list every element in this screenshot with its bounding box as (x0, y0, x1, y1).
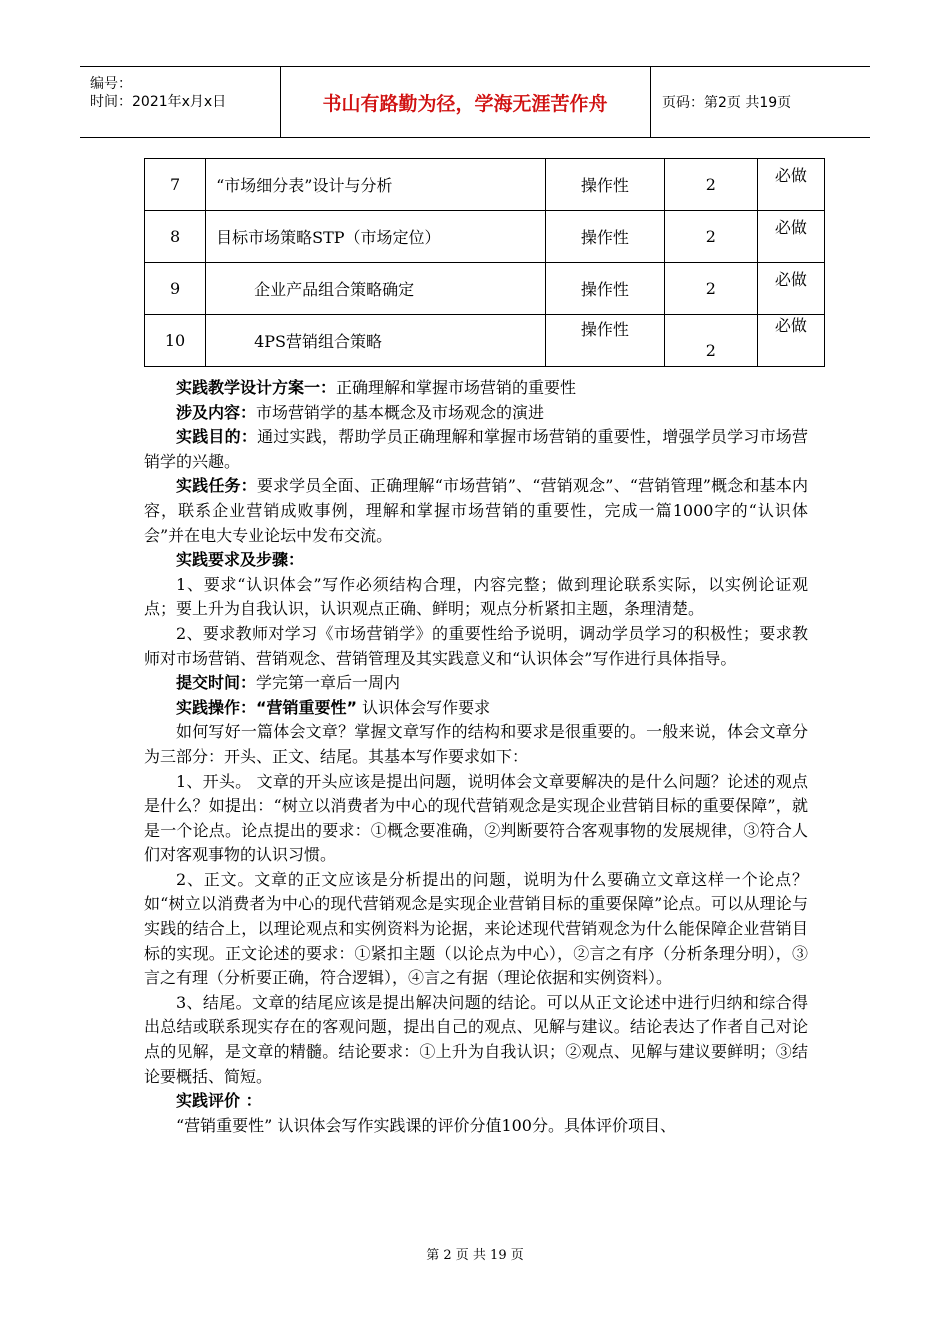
row-type: 操作性 (545, 211, 664, 263)
practice-table (144, 158, 825, 367)
paragraph: 如何写好一篇体会文章？掌握文章写作的结构和要求是很重要的。一般来说，体会文章分为三部分：开头、正文、结尾。其基本写作要求如下： (144, 722, 808, 766)
table-row (145, 263, 825, 315)
table-row (145, 159, 825, 211)
paragraph-text: 学完第一章后一周内 (256, 673, 401, 693)
paragraph (144, 474, 808, 548)
row-hours: 2 (664, 211, 757, 263)
paragraph-text: 要求学员全面、正确理解“市场营销”、“营销观念”、“营销管理”概念和基本内容，联系企业营销成败事例，理解和掌握市场营销的重要性，完成一篇1000字的“认识体会”并在电大专业论坛中发布交流。 (144, 476, 808, 545)
section-label: 提交时间： (176, 673, 257, 693)
row-name: 企业产品组合策略确定 (206, 263, 546, 315)
row-type: 操作性 (545, 159, 664, 211)
paragraph (144, 671, 808, 696)
row-number: 10 (145, 315, 206, 367)
paragraph: “营销重要性” 认识体会写作实践课的评价分值100分。具体评价项目、 (176, 1115, 676, 1135)
paragraph-text: 正确理解和掌握市场营销的重要性 (336, 378, 577, 397)
table-row (145, 315, 825, 367)
paragraph (144, 1089, 808, 1114)
paragraph: 3、结尾。文章的结尾应该是提出解决问题的结论。可以从正文论述中进行归纳和综合得出总结或联系现实存在的客观问题，提出自己的观点、见解与建议。结论表达了作者自己对论点的见解，是文章的精髓。结论要求：①上升为自我认识；②观点、见解与建议要鲜明；③结论要概括、简短。 (144, 992, 808, 1086)
header-page-info: 页码：第2页 共19页 (662, 95, 792, 111)
header-motto: 书山有路勤为径，学海无涯苦作舟 (280, 67, 651, 137)
paragraph: 1、开头。 文章的开头应该是提出问题，说明体会文章要解决的是什么问题？论述的观点是什么？如提出：“树立以消费者为中心的现代营销观念是实现企业营销目标的重要保障”，就是一个论点。论点提出的要求：①概念要准确，②判断要符合客观事物的发展规律，③符合人们对客观事物的认识习惯。 (144, 771, 808, 865)
row-number: 7 (145, 159, 206, 211)
paragraph-text: 市场营销学的基本概念及市场观念的演进 (256, 402, 545, 422)
header-meta (80, 67, 281, 137)
row-requirement (757, 315, 824, 367)
section-label: 实践目的： (176, 427, 258, 447)
row-requirement: 必做 (757, 263, 824, 315)
section-label: 涉及内容： (176, 402, 257, 422)
row-type-text: 操作性 (580, 320, 629, 339)
row-hours (664, 315, 757, 367)
page-header (80, 66, 870, 138)
row-requirement: 必做 (757, 211, 824, 263)
row-hours: 2 (664, 263, 757, 315)
row-hours: 2 (664, 159, 757, 211)
paragraph-text: 通过实践，帮助学员正确理解和掌握市场营销的重要性，增强学员学习市场营销学的兴趣。 (144, 427, 808, 471)
row-name: 4PS营销组合策略 (206, 315, 546, 367)
paragraph-text: 认识体会写作要求 (357, 697, 491, 717)
table-row (145, 211, 825, 263)
section-label: 实践任务： (176, 476, 257, 496)
document-body (144, 376, 808, 1138)
paragraph (144, 696, 808, 721)
header-number-label: 编号： (90, 76, 132, 92)
paragraph: 2、正文。文章的正文应该是分析提出的问题，说明为什么要确立文章这样一个论点？如“树立以消费者为中心的现代营销观念是实现企业营销目标的重要保障”论点。可以从理论与实践的结合上，以理论观点和实例资料为论据，来论述现代营销观念为什么能保障企业营销目标的实现。正文论述的要求：①紧扣主题（以论点为中心），②言之有序（分析条理分明），③言之有理（分析要正确，符合逻辑），④言之有据（理论依据和实例资料）。 (144, 869, 808, 988)
section-label: 实践操作：“营销重要性” (176, 697, 358, 717)
section-label: 实践教学设计方案一： (176, 378, 337, 397)
paragraph (144, 376, 808, 401)
row-hours-text: 2 (705, 341, 716, 360)
header-time-label: 时间：2021年x月x日 (90, 94, 227, 110)
paragraph: 1、要求“认识体会”写作必须结构合理，内容完整；做到理论联系实际，以实例论证观点；要上升为自我认识，认识观点正确、鲜明；观点分析紧扣主题，条理清楚。 (144, 574, 808, 619)
row-requirement: 必做 (757, 159, 824, 211)
paragraph (144, 401, 808, 426)
row-name: 目标市场策略STP（市场定位） (206, 211, 546, 263)
row-number: 9 (145, 263, 206, 315)
row-number: 8 (145, 211, 206, 263)
row-requirement-text: 必做 (774, 316, 807, 335)
paragraph (144, 425, 808, 474)
paragraph (144, 548, 808, 573)
row-name: “市场细分表”设计与分析 (206, 159, 546, 211)
page-footer: 第 2 页 共 19 页 (426, 1248, 524, 1263)
paragraph: 2、要求教师对学习《市场营销学》的重要性给予说明，调动学员学习的积极性；要求教师对市场营销、营销观念、营销管理及其实践意义和“认识体会”写作进行具体指导。 (144, 623, 808, 668)
section-label: 实践评价 ： (176, 1091, 262, 1111)
section-label: 实践要求及步骤： (176, 550, 305, 570)
row-type: 操作性 (545, 263, 664, 315)
row-type (545, 315, 664, 367)
